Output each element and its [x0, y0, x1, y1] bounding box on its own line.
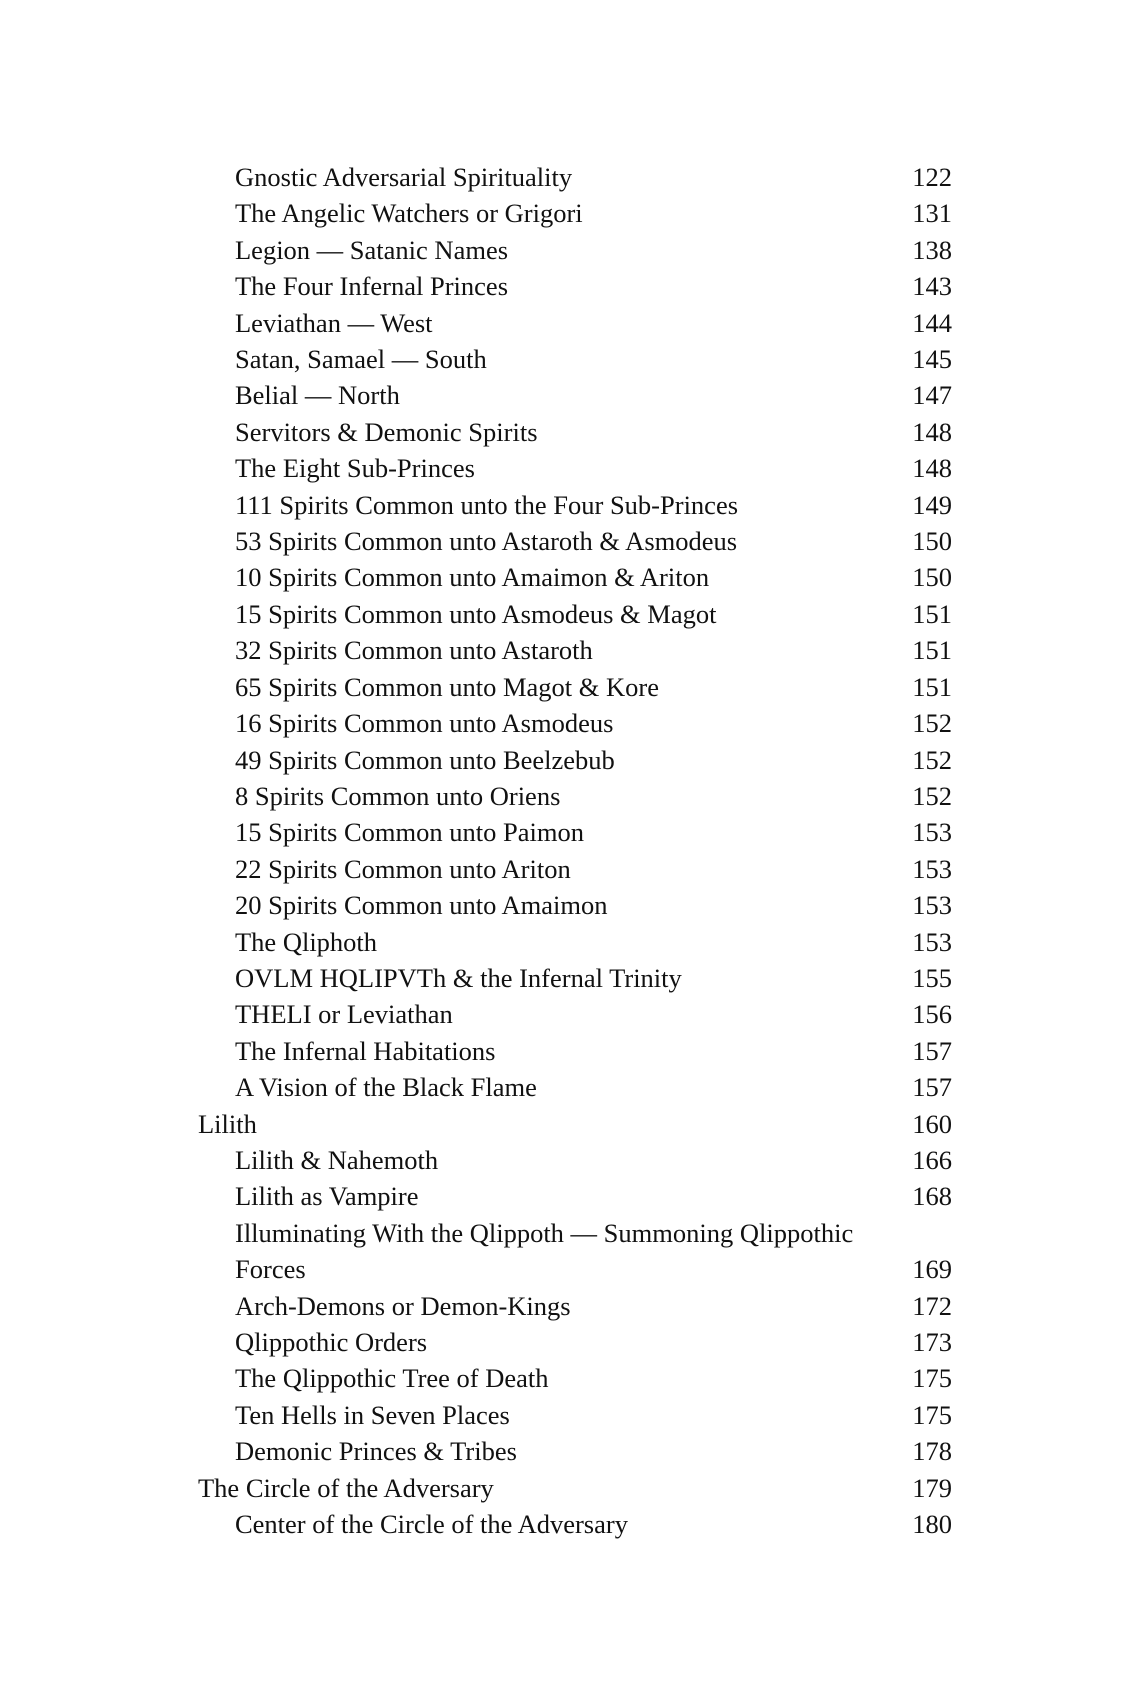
- toc-entry: [198, 341, 952, 377]
- toc-entry-title: 32 Spirits Common unto Astaroth: [235, 635, 593, 666]
- toc-entry-page-number: 157: [912, 1072, 952, 1103]
- toc-entry: [198, 705, 952, 741]
- toc-entry-title: 65 Spirits Common unto Magot & Kore: [235, 671, 659, 702]
- toc-entry-title: The Infernal Habitations: [235, 1035, 496, 1066]
- toc-entry: [198, 596, 952, 632]
- toc-entry: [198, 887, 952, 923]
- toc-entry-page-number: 150: [912, 526, 952, 557]
- toc-entry-page-number: 151: [912, 671, 952, 702]
- toc-entry: [198, 632, 952, 668]
- toc-entry-title: Lilith: [198, 1108, 257, 1139]
- toc-entry-title: Lilith as Vampire: [235, 1181, 419, 1212]
- toc-entry: [198, 523, 952, 559]
- toc-entry: [198, 1324, 952, 1360]
- toc-entry: [198, 814, 952, 850]
- toc-entry: [198, 996, 952, 1032]
- toc-entry: [198, 232, 952, 268]
- toc-entry-title: Illuminating With the Qlippoth — Summoning Qlippothic Forces: [235, 1217, 854, 1285]
- toc-entry-title: OVLM HQLIPVTh & the Infernal Trinity: [235, 962, 682, 993]
- toc-entry: [198, 1069, 952, 1105]
- toc-entry-page-number: 155: [912, 962, 952, 993]
- toc-entry-page-number: 152: [912, 780, 952, 811]
- toc-entry-page-number: 156: [912, 999, 952, 1030]
- toc-entry-title: A Vision of the Black Flame: [235, 1072, 537, 1103]
- toc-entry: [198, 377, 952, 413]
- toc-entry-title: 15 Spirits Common unto Asmodeus & Magot: [235, 598, 717, 629]
- toc-entry-page-number: 148: [912, 453, 952, 484]
- toc-entry: [198, 742, 952, 778]
- toc-entry-page-number: 131: [912, 198, 952, 229]
- toc-entry-page-number: 151: [912, 635, 952, 666]
- toc-entry: [198, 487, 952, 523]
- toc-entry: [198, 1106, 952, 1142]
- toc-entry-page-number: 179: [912, 1472, 952, 1503]
- toc-entry-title: Arch-Demons or Demon-Kings: [235, 1290, 571, 1321]
- toc-entry: [198, 669, 952, 705]
- toc-entry: [198, 1142, 952, 1178]
- toc-entry-page-number: 153: [912, 890, 952, 921]
- toc-entry-title: 49 Spirits Common unto Beelzebub: [235, 744, 615, 775]
- toc-entry: [198, 414, 952, 450]
- toc-entry: [198, 778, 952, 814]
- toc-entry-page-number: 138: [912, 234, 952, 265]
- toc-entry-page-number: 147: [912, 380, 952, 411]
- toc-entry: [198, 1360, 952, 1396]
- toc-entry-page-number: 150: [912, 562, 952, 593]
- toc-entry: [198, 159, 952, 195]
- toc-entry-page-number: 173: [912, 1327, 952, 1357]
- toc-entry-page-number: 172: [912, 1290, 952, 1321]
- table-of-contents: [198, 159, 952, 1542]
- toc-entry-title: 8 Spirits Common unto Oriens: [235, 780, 561, 811]
- toc-entry: [198, 851, 952, 887]
- toc-entry-title: 10 Spirits Common unto Amaimon & Ariton: [235, 562, 710, 593]
- toc-entry-title: 111 Spirits Common unto the Four Sub-Princes: [235, 489, 739, 520]
- toc-entry: [198, 1506, 952, 1542]
- toc-entry: [198, 195, 952, 231]
- toc-entry: [198, 1178, 952, 1214]
- toc-entry-title: The Angelic Watchers or Grigori: [235, 198, 583, 229]
- toc-entry-page-number: 153: [912, 817, 952, 848]
- toc-entry-title: Qlippothic Orders: [235, 1327, 428, 1357]
- toc-entry: [198, 1433, 952, 1469]
- toc-entry-page-number: 180: [912, 1509, 952, 1540]
- toc-entry-page-number: 175: [912, 1399, 952, 1430]
- toc-entry-page-number: 178: [912, 1436, 952, 1467]
- toc-entry-title: The Circle of the Adversary: [198, 1472, 494, 1503]
- toc-entry: [198, 924, 952, 960]
- toc-entry-title: The Four Infernal Princes: [235, 271, 509, 302]
- toc-entry-page-number: 166: [912, 1144, 952, 1175]
- toc-entry: [198, 1288, 952, 1324]
- toc-entry-page-number: 122: [912, 162, 952, 192]
- toc-entry-page-number: 175: [912, 1363, 952, 1394]
- toc-entry-page-number: 145: [912, 344, 952, 375]
- toc-entry-page-number: 153: [912, 853, 952, 884]
- toc-entry-page-number: 143: [912, 271, 952, 302]
- toc-entry-page-number: 144: [912, 307, 952, 338]
- toc-entry-title: 53 Spirits Common unto Astaroth & Asmodeus: [235, 526, 738, 557]
- toc-entry-page-number: 151: [912, 598, 952, 629]
- toc-entry-page-number: 148: [912, 416, 952, 447]
- toc-entry-title: Lilith & Nahemoth: [235, 1144, 439, 1175]
- toc-entry-title: 20 Spirits Common unto Amaimon: [235, 890, 608, 921]
- toc-entry: [198, 268, 952, 304]
- toc-entry-page-number: 149: [912, 489, 952, 520]
- toc-entry-title: Leviathan — West: [235, 307, 433, 338]
- toc-entry: [198, 1397, 952, 1433]
- toc-entry-title: Gnostic Adversarial Spirituality: [235, 162, 573, 192]
- toc-entry-title: 15 Spirits Common unto Paimon: [235, 817, 584, 848]
- toc-entry: [198, 960, 952, 996]
- toc-entry: [198, 305, 952, 341]
- toc-entry: [198, 1215, 952, 1288]
- toc-entry-page-number: 169: [912, 1254, 952, 1285]
- toc-entry-page-number: 153: [912, 926, 952, 957]
- toc-entry-page-number: 160: [912, 1108, 952, 1139]
- toc-entry-title: The Qlippothic Tree of Death: [235, 1363, 549, 1394]
- toc-entry-title: Ten Hells in Seven Places: [235, 1399, 510, 1430]
- toc-entry-title: Legion — Satanic Names: [235, 234, 509, 265]
- toc-entry: [198, 1470, 952, 1506]
- toc-entry-title: Satan, Samael — South: [235, 344, 487, 375]
- toc-entry-title: THELI or Leviathan: [235, 999, 453, 1030]
- toc-entry-page-number: 157: [912, 1035, 952, 1066]
- toc-entry-title: The Qliphoth: [235, 926, 378, 957]
- toc-entry-title: Demonic Princes & Tribes: [235, 1436, 517, 1467]
- toc-entry: [198, 559, 952, 595]
- toc-entry-title: Servitors & Demonic Spirits: [235, 416, 538, 447]
- toc-entry-page-number: 152: [912, 708, 952, 739]
- toc-entry: [198, 1033, 952, 1069]
- toc-entry: [198, 450, 952, 486]
- toc-entry-page-number: 168: [912, 1181, 952, 1212]
- toc-entry-title: Belial — North: [235, 380, 400, 411]
- toc-entry-title: 16 Spirits Common unto Asmodeus: [235, 708, 614, 739]
- toc-entry-title: Center of the Circle of the Adversary: [235, 1509, 628, 1540]
- toc-entry-page-number: 152: [912, 744, 952, 775]
- toc-entry-title: The Eight Sub-Princes: [235, 453, 475, 484]
- toc-entry-title: 22 Spirits Common unto Ariton: [235, 853, 571, 884]
